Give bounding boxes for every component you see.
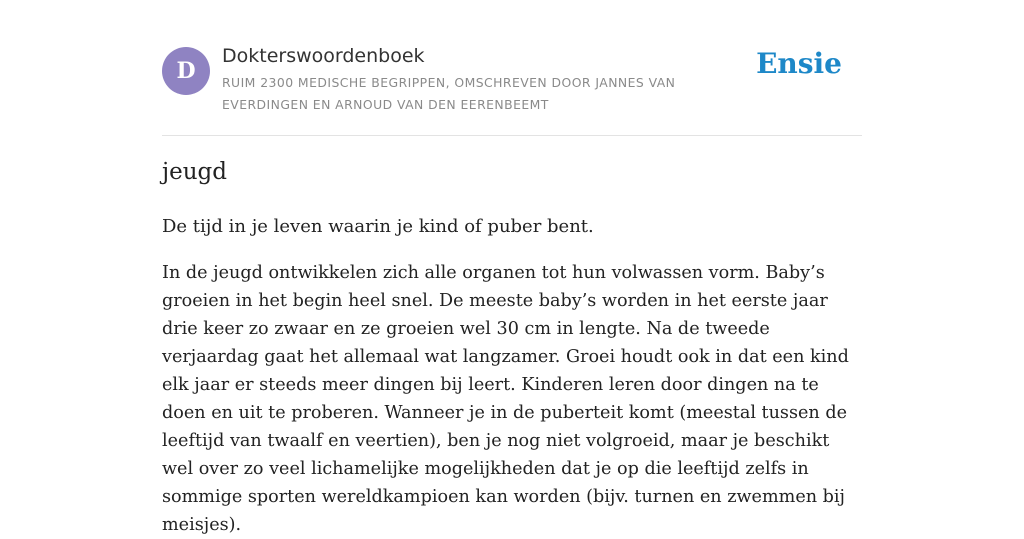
source-avatar[interactable]: D [162,47,210,95]
ensie-logo-link[interactable]: Ensie [756,47,842,80]
source-header [162,0,862,136]
source-description: RUIM 2300 MEDISCHE BEGRIPPEN, OMSCHREVEN DOOR JANNES VAN EVERDINGEN EN ARNOUD VAN DEN EERENBEEMT [222,75,676,112]
entry-term: jeugd [162,159,228,185]
entry-body: In de jeugd ontwikkelen zich alle organen tot hun volwassen vorm. Baby’s groeien in het begin heel snel. De meeste baby’s worden in het eerste jaar drie keer zo zwaar en ze groeien wel 30 cm in lengte. Na de tweede verjaardag gaat het allemaal wat langzamer. Groei houdt ook in dat een kind elk jaar er steeds meer dingen bij leert. Kinderen leren door dingen na te doen en uit te proberen. Wanneer je in de puberteit komt (meestal tussen de leeftijd van twaalf en veertien), ben je nog niet volgroeid, maar je beschikt wel over zo veel lichamelijke mogelijkheden dat je op die leeftijd zelfs in sommige sporten wereldkampioen kan worden (bijv. turnen en zwemmen bij meisjes). [162,263,849,535]
entry-definition: De tijd in je leven waarin je kind of puber bent. [162,216,594,237]
source-title[interactable]: Dokterswoordenboek [222,45,425,67]
entry-container [162,0,862,535]
